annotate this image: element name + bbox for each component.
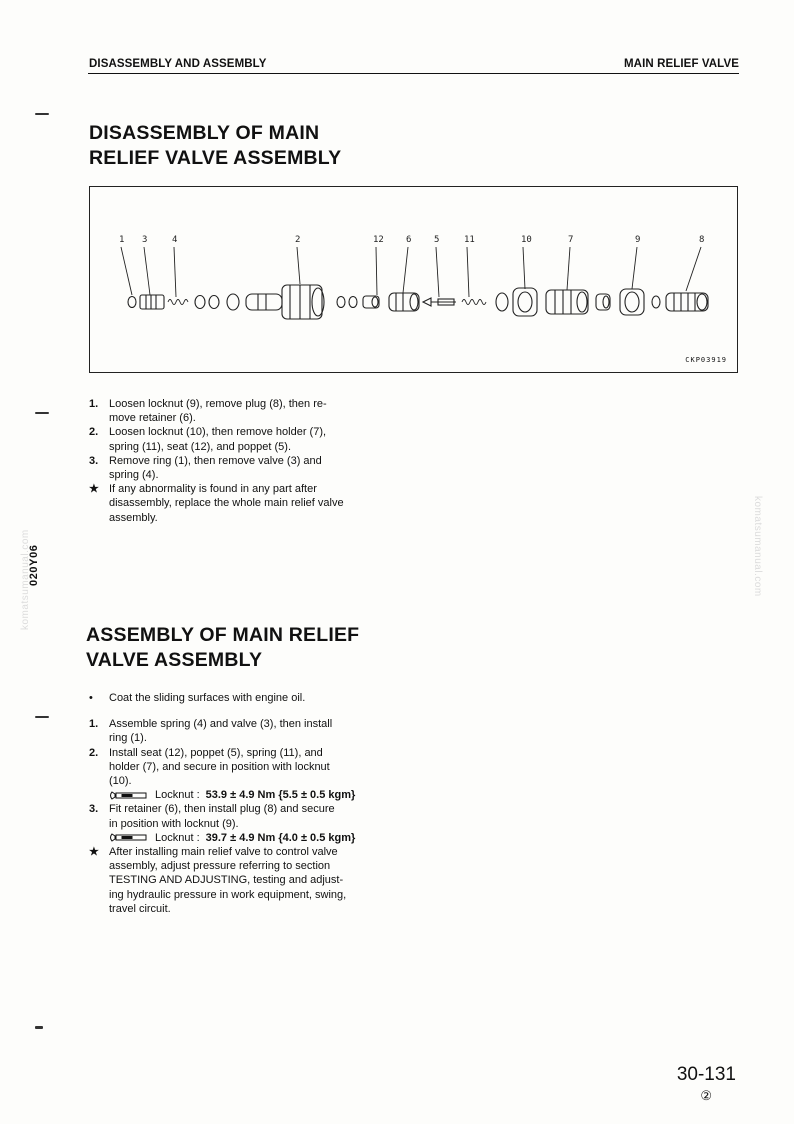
step-number: 3. [89,803,99,816]
step-text: move retainer (6). [109,412,196,425]
part-spring-11 [462,300,486,305]
torque-value: 39.7 ± 4.9 Nm {4.0 ± 0.5 kgm} [205,831,356,844]
disassembly-note [89,482,416,525]
part-holder-7 [546,290,588,314]
step-text: ring (1). [109,732,147,745]
note-text: After installing main relief valve to control valve [109,846,338,859]
part-ring-1 [128,297,136,308]
assembly-step [89,746,416,803]
torque-label: Locknut : [155,789,200,802]
part-seal [596,294,610,310]
callout-label: 2 [295,235,301,245]
torque-value: 53.9 ± 4.9 Nm {5.5 ± 0.5 kgm} [205,789,356,802]
callout-labels [119,235,704,245]
disassembly-heading-line1: DISASSEMBLY OF MAIN [89,122,320,144]
step-text: Fit retainer (6), then install plug (8) and secure [109,803,335,816]
note-text: If any abnormality is found in any part after [109,483,317,496]
step-number: 1. [89,718,99,731]
disassembly-step [89,397,416,425]
step-number: 3. [89,454,99,467]
note-text: ing hydraulic pressure in work equipment, swing, [109,888,347,901]
figure-code: CKP03919 [685,356,727,364]
note-text: assembly, adjust pressure referring to section [109,860,331,873]
torque-label: Locknut : [155,831,200,844]
disassembly-heading-line2: RELIEF VALVE ASSEMBLY [89,147,342,169]
torque-wrench-icon [109,832,149,843]
note-text: assembly. [109,511,158,524]
assembly-step [89,802,416,845]
document-side-code: 020Y06 [28,544,40,586]
assembly-steps [89,691,416,916]
note-text: disassembly, replace the whole main relief valve [109,497,344,510]
step-text: spring (11), seat (12), and poppet (5). [109,440,292,453]
torque-spec [89,788,416,802]
step-text: Loosen locknut (10), then remove holder (7), [109,426,327,439]
torque-wrench-icon [109,790,149,801]
part-poppet-5 [423,298,456,306]
part-backup-ring [227,294,239,310]
callout-label: 9 [635,235,641,245]
margin-mark [35,716,49,718]
part-o-ring [349,297,357,308]
part-valve-3 [140,295,164,309]
step-number: 2. [89,426,99,439]
step-text: (10). [109,775,132,788]
step-text: Remove ring (1), then remove valve (3) and [109,454,322,467]
step-text: spring (4). [109,469,159,482]
star-icon: ★ [89,846,99,859]
part-locknut-9 [620,289,644,315]
margin-mark [35,412,49,414]
header-section-title: DISASSEMBLY AND ASSEMBLY [89,58,267,70]
assembly-step [89,717,416,745]
callout-label: 5 [434,235,440,245]
assembly-heading [86,623,426,673]
callout-label: 12 [373,235,384,245]
exploded-parts-figure [89,186,738,373]
disassembly-step [89,425,416,453]
callout-label: 1 [119,235,125,245]
part-o-ring [496,293,508,311]
header-topic-title: MAIN RELIEF VALVE [624,58,739,70]
leader-lines [121,247,701,297]
torque-spec [89,831,416,845]
part-o-ring [195,296,205,309]
part-o-ring [652,296,660,308]
assembly-heading-line2: VALVE ASSEMBLY [86,649,263,671]
bullet-text: Coat the sliding surfaces with engine oil. [109,692,306,704]
watermark-left: komatsumanual.com [20,529,31,630]
assembly-note [89,845,416,916]
revision-mark: ② [700,1088,712,1103]
step-number: 1. [89,398,99,410]
callout-label: 7 [568,235,574,245]
step-text: Loosen locknut (9), remove plug (8), then re- [109,398,327,410]
page-number: 30-131 [676,1064,736,1085]
callout-label: 8 [699,235,705,245]
part-o-ring [337,297,345,308]
callout-label: 11 [464,235,475,245]
part-main-body-2 [246,285,324,319]
disassembly-steps [89,397,416,525]
disassembly-step [89,454,416,482]
assembly-heading-line1: ASSEMBLY OF MAIN RELIEF [86,624,360,646]
margin-mark [35,1026,43,1029]
callout-label: 10 [521,235,532,245]
part-plug-8 [666,293,708,311]
step-text: Install seat (12), poppet (5), spring (11), and [109,746,323,759]
part-spring-4 [168,300,188,305]
callout-label: 6 [406,235,412,245]
margin-mark [35,113,49,115]
header-divider [88,73,739,74]
step-text: in position with locknut (9). [109,817,239,830]
step-number: 2. [89,746,99,759]
exploded-parts-drawing [90,187,739,374]
watermark-right: komatsumanual.com [752,496,763,597]
part-o-ring [209,296,219,309]
assembly-bullet [89,691,416,705]
star-icon: ★ [89,483,99,496]
disassembly-heading [89,121,419,171]
part-retainer-6 [389,293,419,311]
callout-label: 4 [172,235,178,245]
bullet-icon: • [89,692,93,704]
part-locknut-10 [513,288,537,316]
step-text: holder (7), and secure in position with locknut [109,760,330,773]
part-seat-12 [363,296,379,308]
note-text: travel circuit. [109,902,171,915]
step-text: Assemble spring (4) and valve (3), then install [109,718,333,731]
note-text: TESTING AND ADJUSTING, testing and adjust- [109,874,344,887]
callout-label: 3 [142,235,148,245]
